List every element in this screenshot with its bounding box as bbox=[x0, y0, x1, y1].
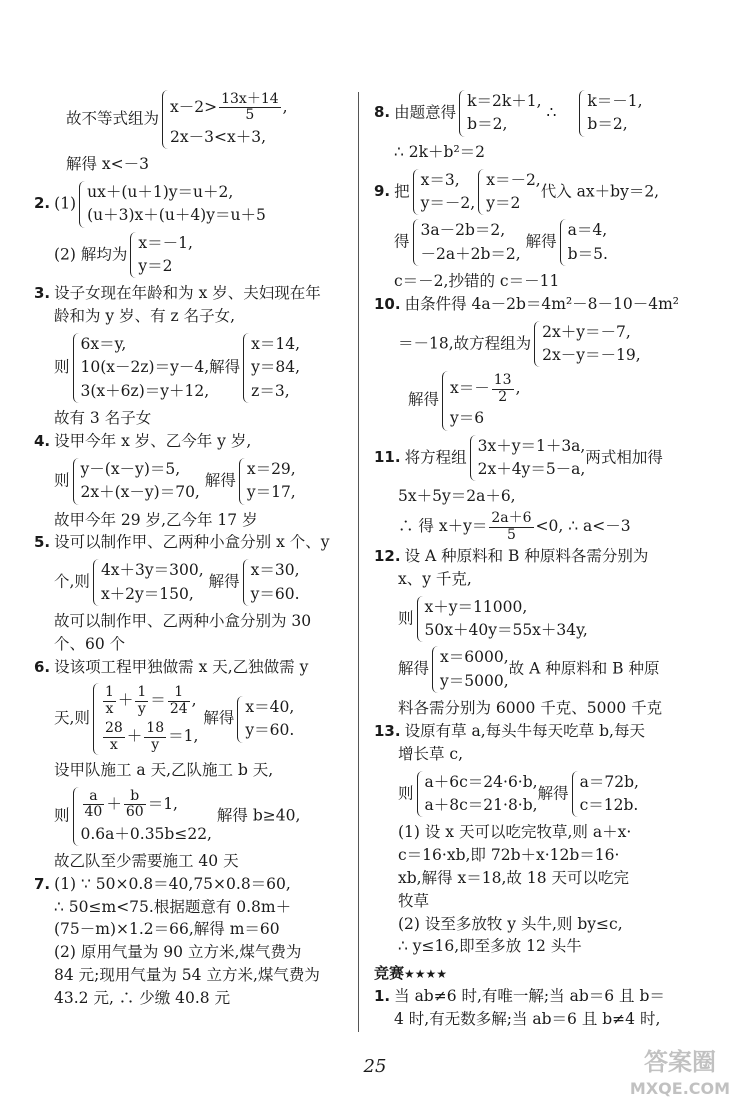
problem-text: 设该项工程甲独做需 x 天,乙独做需 y bbox=[54, 657, 309, 676]
solution-row: x＝6000, bbox=[440, 648, 509, 667]
problem-number: 6. bbox=[34, 657, 51, 676]
label: 解得 bbox=[204, 471, 236, 490]
equation-row: 6x＝y, bbox=[80, 335, 127, 354]
solution-text: 解得 x<－3 bbox=[66, 155, 150, 174]
fraction: $\frac{b}{60}$ bbox=[125, 787, 144, 821]
problem-text: ∴ 50≤m<75.根据题意有 0.8m＋ bbox=[54, 897, 292, 916]
fraction: $\frac{1}{y}$ bbox=[137, 684, 147, 717]
problem-text: 设原有草 a,每头牛每天吃草 b,每天 bbox=[404, 721, 645, 740]
problem-5 bbox=[34, 534, 374, 653]
problem-text: c＝16·xb,即 72b＋x·12b＝16· bbox=[398, 846, 620, 865]
brace bbox=[243, 333, 249, 403]
problem-text: x、y 千克, bbox=[398, 569, 472, 588]
equation-row: 3x＋y＝1＋3a, bbox=[477, 436, 586, 455]
solution-row: x＝－1, bbox=[138, 233, 193, 252]
inequality-row: 0.6a＋0.35b≤22, bbox=[80, 824, 212, 843]
brace bbox=[73, 787, 79, 846]
conclusion-text: 故可以制作甲、乙两种小盒分别为 30 bbox=[54, 611, 312, 630]
solution-row: y＝84, bbox=[251, 358, 301, 377]
brace bbox=[73, 333, 79, 403]
problem-number: 10. bbox=[374, 294, 401, 313]
equation-row: －2a＋2b＝2, bbox=[420, 244, 521, 263]
fraction: $\frac{1}{24}$ bbox=[169, 684, 188, 717]
brace bbox=[239, 458, 245, 505]
section-title: 竞赛 bbox=[374, 964, 405, 983]
watermark-line-2: MXQE.COM bbox=[629, 1079, 731, 1098]
solution-row: k＝－1, bbox=[587, 92, 643, 110]
problem-number: 12. bbox=[374, 546, 401, 565]
fraction: $\frac{a}{40}$ bbox=[84, 787, 103, 821]
problem-text: 设可以制作甲、乙两种小盒分别 x 个、y bbox=[54, 533, 330, 552]
problem-number: 4. bbox=[34, 432, 51, 451]
solution-system bbox=[240, 333, 300, 403]
watermark-line-1: 答案圈 bbox=[644, 1048, 716, 1076]
problem-text: (2) 设至多放牧 y 头牛,则 by≤c, bbox=[398, 914, 623, 933]
left-column bbox=[34, 88, 374, 1013]
equation-system bbox=[456, 90, 541, 137]
equation-system bbox=[90, 559, 204, 606]
solution-row: y＝17, bbox=[246, 483, 296, 502]
solution-system bbox=[557, 219, 608, 266]
brace bbox=[162, 90, 168, 149]
brace bbox=[413, 219, 419, 266]
equation-system bbox=[467, 435, 586, 482]
solution-row: y＝5000, bbox=[440, 671, 509, 690]
solution-row: b＝5. bbox=[567, 244, 608, 263]
problem-10 bbox=[374, 296, 724, 433]
equation-row: y＝－2, bbox=[420, 193, 476, 212]
problem-text: 设子女现在年龄和为 x 岁、夫妇现在年 bbox=[54, 284, 321, 303]
solution-row: c＝12b. bbox=[579, 795, 639, 814]
difficulty-stars: ★★★★ bbox=[404, 967, 448, 982]
problem-text: 代入 ax＋by＝2, bbox=[540, 181, 660, 200]
part-label: (2) 解均为 bbox=[54, 245, 128, 264]
conclusion-text: 故有 3 名子女 bbox=[54, 409, 152, 428]
solution-system bbox=[127, 232, 193, 279]
label: 解得 bbox=[203, 709, 235, 728]
solution-row: y＝2 bbox=[138, 257, 173, 276]
solution-system bbox=[410, 169, 476, 216]
problem-text: 龄和为 y 岁、有 z 名子女, bbox=[54, 307, 236, 326]
label: 解得 bbox=[208, 572, 240, 591]
problem-2 bbox=[34, 179, 374, 281]
problem-text: (75－m)×1.2＝66,解得 m＝60 bbox=[54, 920, 280, 939]
contest-problem-1 bbox=[374, 988, 724, 1029]
solution-row: y＝60. bbox=[245, 721, 295, 740]
equation-row: 4x＋3y＝300, bbox=[100, 561, 204, 580]
solution-row: a＝72b, bbox=[579, 772, 639, 791]
conclusion-text: ∴ y≤16,即至多放 12 头牛 bbox=[398, 937, 582, 956]
fraction: $\frac{2a+6}{5}$ bbox=[491, 510, 532, 543]
solution-row: z＝3, bbox=[251, 381, 290, 400]
equation-row: y－(x－y)＝5, bbox=[80, 459, 181, 478]
solution-row: b＝2, bbox=[587, 115, 628, 134]
equation-row: 2x＋(x－y)＝70, bbox=[80, 483, 200, 502]
brace bbox=[73, 458, 79, 505]
inequality-system bbox=[70, 787, 212, 846]
equation-row: b＝2, bbox=[467, 115, 508, 134]
right-column bbox=[374, 88, 724, 1034]
label: 解得 bbox=[537, 783, 569, 802]
fraction: $\frac{13}{2}$ bbox=[493, 372, 512, 405]
problem-number: 8. bbox=[374, 103, 391, 122]
part-label: (1) bbox=[54, 194, 77, 213]
solution-system bbox=[569, 771, 639, 818]
problem-text: (1) 设 x 天可以吃完牧草,则 a＋x· bbox=[398, 823, 632, 842]
equation-system bbox=[410, 219, 521, 266]
brace bbox=[130, 232, 136, 279]
inequality-intro: 故不等式组为 bbox=[66, 109, 160, 128]
solution-system bbox=[439, 371, 521, 430]
inequality-system: x－2> $\frac{13x+14}{5}$ , 2x－3<x＋3, bbox=[159, 90, 288, 149]
problem-text: ＝－18,故方程组为 bbox=[398, 334, 532, 353]
solution-system bbox=[576, 90, 642, 137]
label: 得 bbox=[394, 232, 410, 251]
label: 天,则 bbox=[54, 709, 90, 728]
solution-text: 解得 b≥40, bbox=[216, 806, 301, 825]
page-number: 25 bbox=[363, 1056, 387, 1077]
watermark-logo bbox=[620, 1042, 740, 1100]
result-text: c＝－2,抄错的 c＝－11 bbox=[394, 272, 560, 291]
equation-system bbox=[70, 458, 200, 505]
label: 个,则 bbox=[54, 572, 90, 591]
brace bbox=[243, 559, 249, 606]
problem-number: 3. bbox=[34, 284, 51, 303]
solution-row: x＝－ $\frac{13}{2}$ , bbox=[450, 372, 521, 405]
label: 则 bbox=[398, 783, 414, 802]
inequality-line: ∴ 得 x＋y＝ $\frac{2a+6}{5}$ <0, ∴ a<－3 bbox=[398, 510, 631, 543]
problem-text: 由条件得 4a－2b＝4m²－8－10－4m² bbox=[404, 294, 680, 313]
problem-text: 设 A 种原料和 B 种原料各需分别为 bbox=[404, 546, 649, 565]
equation-row: 3(x＋6z)＝y＋12, bbox=[80, 381, 210, 400]
conclusion-text: 故甲今年 29 岁,乙今年 17 岁 bbox=[54, 510, 258, 529]
problem-1-continuation bbox=[34, 88, 374, 151]
conclusion-text: 料各需分别为 6000 千克、5000 千克 bbox=[398, 699, 663, 718]
equation-row: 50x＋40y＝55x＋34y, bbox=[424, 620, 588, 639]
fraction: $\frac{1}{x}$ bbox=[104, 684, 114, 717]
equation-system bbox=[70, 333, 210, 403]
problem-number: 7. bbox=[34, 874, 51, 893]
solution-row: y＝60. bbox=[250, 584, 300, 603]
brace bbox=[417, 771, 423, 818]
problem-text: (2) 原用气量为 90 立方米,煤气费为 bbox=[54, 943, 302, 962]
solution-system bbox=[234, 696, 294, 743]
equation-row: a＋8c＝21·8·b, bbox=[424, 795, 538, 814]
label: 把 bbox=[394, 181, 410, 200]
fraction: $\frac{18}{y}$ bbox=[146, 720, 165, 753]
problem-number: 1. bbox=[374, 987, 391, 1006]
solution-system bbox=[240, 559, 300, 606]
therefore-symbol: ∴ bbox=[546, 103, 557, 122]
conclusion-text: 故 A 种原料和 B 种原 bbox=[508, 659, 660, 678]
solution-row: x＝14, bbox=[251, 335, 301, 354]
equation-system bbox=[90, 683, 198, 755]
problem-3 bbox=[34, 285, 374, 428]
equation-row: 2x－y＝－19, bbox=[542, 346, 641, 365]
brace bbox=[93, 683, 99, 755]
solution-row: a＝4, bbox=[567, 221, 608, 240]
conclusion-text: 故乙队至少需要施工 40 天 bbox=[54, 851, 239, 870]
problem-text: 84 元;现用气量为 54 立方米,煤气费为 bbox=[54, 966, 320, 984]
problem-text: 设甲队施工 a 天,乙队施工 b 天, bbox=[54, 760, 274, 779]
equation-row: x＋y＝11000, bbox=[424, 597, 528, 616]
equation-system bbox=[414, 771, 538, 818]
problem-12 bbox=[374, 548, 724, 718]
conclusion-text: 个、60 个 bbox=[54, 634, 126, 653]
equation-row: 3a－2b＝2, bbox=[420, 221, 506, 240]
problem-text: (1) ∵ 50×0.8＝40,75×0.8＝60, bbox=[54, 874, 291, 893]
solution-row: y＝6 bbox=[450, 409, 485, 428]
inequality-row-1: x－2> bbox=[170, 97, 218, 116]
equation-system bbox=[531, 321, 641, 368]
equation-row: $\frac{1}{x}$ ＋ $\frac{1}{y}$ ＝ $\frac{1}{24}$ , bbox=[104, 684, 197, 717]
equation-system bbox=[414, 596, 588, 643]
problem-number: 2. bbox=[34, 194, 51, 213]
equation-text: 5x＋5y＝2a＋6, bbox=[398, 487, 516, 506]
problem-13 bbox=[374, 723, 724, 956]
label: 则 bbox=[398, 608, 414, 627]
solution-system bbox=[429, 646, 509, 693]
problem-text: 4 时,有无数多解;当 ab＝6 且 b≠4 时, bbox=[394, 1009, 661, 1028]
brace bbox=[237, 696, 243, 743]
solution-row: x＝29, bbox=[246, 459, 296, 478]
label: 则 bbox=[54, 806, 70, 825]
problem-text: 增长草 c, bbox=[398, 744, 464, 763]
brace bbox=[560, 219, 566, 266]
equation-row: $\frac{a}{40}$ ＋ $\frac{b}{60}$ ＝1, bbox=[84, 787, 178, 821]
section-heading bbox=[374, 962, 724, 983]
brace bbox=[470, 435, 476, 482]
brace bbox=[93, 559, 99, 606]
problem-number: 11. bbox=[374, 447, 401, 466]
label: 解得 bbox=[408, 391, 440, 410]
solution-row: x＝30, bbox=[250, 561, 300, 580]
problem-text: xb,解得 x＝18,故 18 天可以吃完 bbox=[398, 868, 629, 887]
problem-text: 当 ab≠6 时,有唯一解;当 ab＝6 且 b＝ bbox=[394, 987, 665, 1006]
problem-number: 9. bbox=[374, 181, 391, 200]
brace bbox=[413, 169, 419, 216]
equation-row: 2x＋4y＝5－a, bbox=[477, 459, 586, 478]
equation-system bbox=[76, 181, 266, 228]
problem-number: 5. bbox=[34, 533, 51, 552]
fraction: $\frac{13x+14}{5}$ bbox=[221, 91, 279, 124]
equation-row: k＝2k＋1, bbox=[467, 92, 542, 110]
brace bbox=[442, 371, 448, 430]
brace bbox=[417, 596, 423, 643]
equation-row: ux＋(u＋1)y＝u＋2, bbox=[87, 182, 234, 201]
problem-11 bbox=[374, 433, 724, 543]
problem-4 bbox=[34, 433, 374, 529]
watermark-graphic bbox=[620, 1042, 740, 1100]
fraction: $\frac{28}{x}$ bbox=[104, 720, 123, 753]
problem-text: 43.2 元, ∴ 少缴 40.8 元 bbox=[54, 988, 231, 1007]
label: 由题意得 bbox=[394, 103, 457, 122]
equation-row: x＋2y＝150, bbox=[100, 584, 194, 603]
equation-row: (u＋3)x＋(u＋4)y＝u＋5 bbox=[87, 206, 266, 225]
equation-row: y＝2 bbox=[486, 193, 521, 212]
problem-number: 13. bbox=[374, 721, 401, 740]
problem-8 bbox=[374, 88, 724, 162]
solution-system bbox=[236, 458, 296, 505]
brace bbox=[459, 90, 465, 137]
label: 解得 bbox=[525, 232, 557, 251]
solution-row: x＝40, bbox=[245, 697, 295, 716]
problem-text: 牧草 bbox=[398, 891, 430, 910]
brace bbox=[478, 169, 484, 216]
equation-row: a＋6c＝24·6·b, bbox=[424, 772, 538, 791]
equation-row: 10(x－2z)＝y－4, bbox=[80, 358, 210, 377]
brace bbox=[534, 321, 540, 368]
inequality-row-2: 2x－3<x＋3, bbox=[170, 127, 266, 146]
solution-system bbox=[475, 169, 541, 216]
problem-text: 两式相加得 bbox=[585, 447, 663, 466]
brace bbox=[432, 646, 438, 693]
label: 解得 bbox=[209, 358, 241, 377]
problem-text: 设甲今年 x 岁、乙今年 y 岁, bbox=[54, 432, 252, 451]
problem-9 bbox=[374, 167, 724, 291]
label: 解得 bbox=[398, 659, 430, 678]
label: 则 bbox=[54, 471, 70, 490]
problem-7 bbox=[34, 876, 374, 1008]
equation-row: 2x＋y＝－7, bbox=[542, 322, 631, 341]
equation-row: x＝－2, bbox=[486, 170, 541, 189]
equation-row: x＝3, bbox=[420, 170, 460, 189]
brace bbox=[572, 771, 578, 818]
brace bbox=[79, 181, 85, 228]
brace bbox=[579, 90, 585, 137]
result-text: ∴ 2k＋b²＝2 bbox=[394, 142, 486, 161]
problem-6 bbox=[34, 659, 374, 871]
label: 将方程组 bbox=[404, 447, 467, 466]
equation-row: $\frac{28}{x}$ ＋ $\frac{18}{y}$ ＝1, bbox=[104, 720, 199, 753]
label: 则 bbox=[54, 358, 70, 377]
